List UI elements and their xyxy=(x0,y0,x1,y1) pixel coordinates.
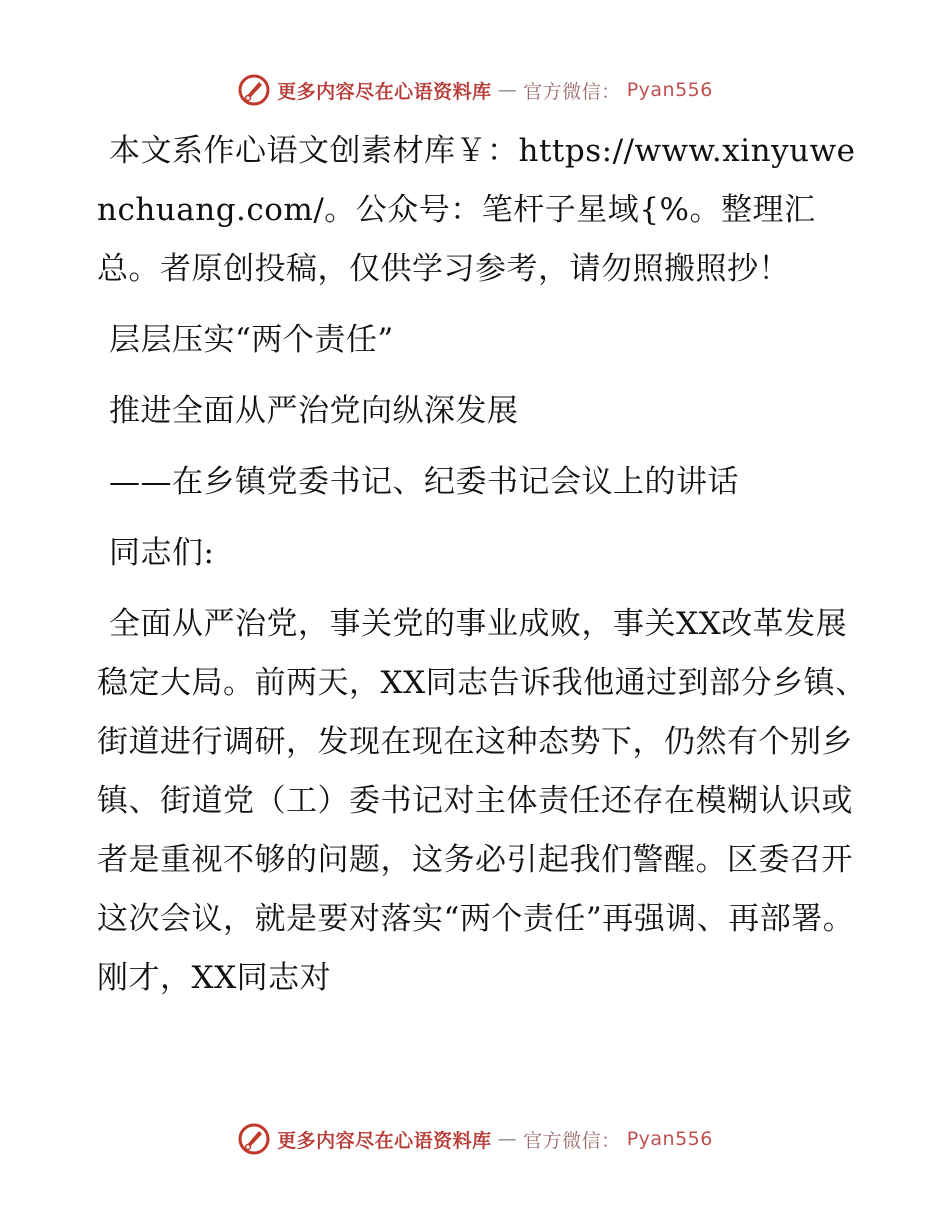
title-line-1: 层层压实“两个责任” xyxy=(109,322,394,358)
quill-seal-icon xyxy=(237,73,271,107)
watermark-sub-text: 官方微信： xyxy=(523,1129,621,1152)
watermark-separator: — xyxy=(497,1128,518,1150)
watermark-wechat-id: Pyan556 xyxy=(626,79,713,101)
footer-watermark xyxy=(0,1122,950,1156)
salutation: 同志们: xyxy=(109,535,215,571)
title-line-2: 推进全面从严治党向纵深发展 xyxy=(109,393,519,429)
watermark-main-text: 更多内容尽在心语资料库 xyxy=(277,1129,492,1152)
header-watermark xyxy=(0,73,950,107)
intro-paragraph: 本文系作心语文创素材库￥：https://www.xinyuwenchuang.com/。公众号：笔杆子星域{%。整理汇总。者原创投稿，仅供学习参考，请勿照搬照抄！ xyxy=(97,133,856,287)
watermark-sub-text: 官方微信： xyxy=(523,80,621,103)
body-paragraph: 全面从严治党，事关党的事业成败，事关XX改革发展稳定大局。前两天，XX同志告诉我他通过到部分乡镇、街道进行调研，发现在现在这种态势下，仍然有个别乡镇、街道党（工）委书记对主体责任还存在模糊认识或者是重视不够的问题，这务必引起我们警醒。区委召开这次会议，就是要对落实“两个责任”再强调、再部署。刚才，XX同志对 xyxy=(97,606,867,996)
quill-seal-icon xyxy=(237,1122,271,1156)
watermark-separator: — xyxy=(497,79,518,101)
watermark-wechat-id: Pyan556 xyxy=(626,1128,713,1150)
watermark-main-text: 更多内容尽在心语资料库 xyxy=(277,80,492,103)
document-body xyxy=(97,122,867,1008)
speech-subtitle: ——在乡镇党委书记、纪委书记会议上的讲话 xyxy=(109,464,739,500)
